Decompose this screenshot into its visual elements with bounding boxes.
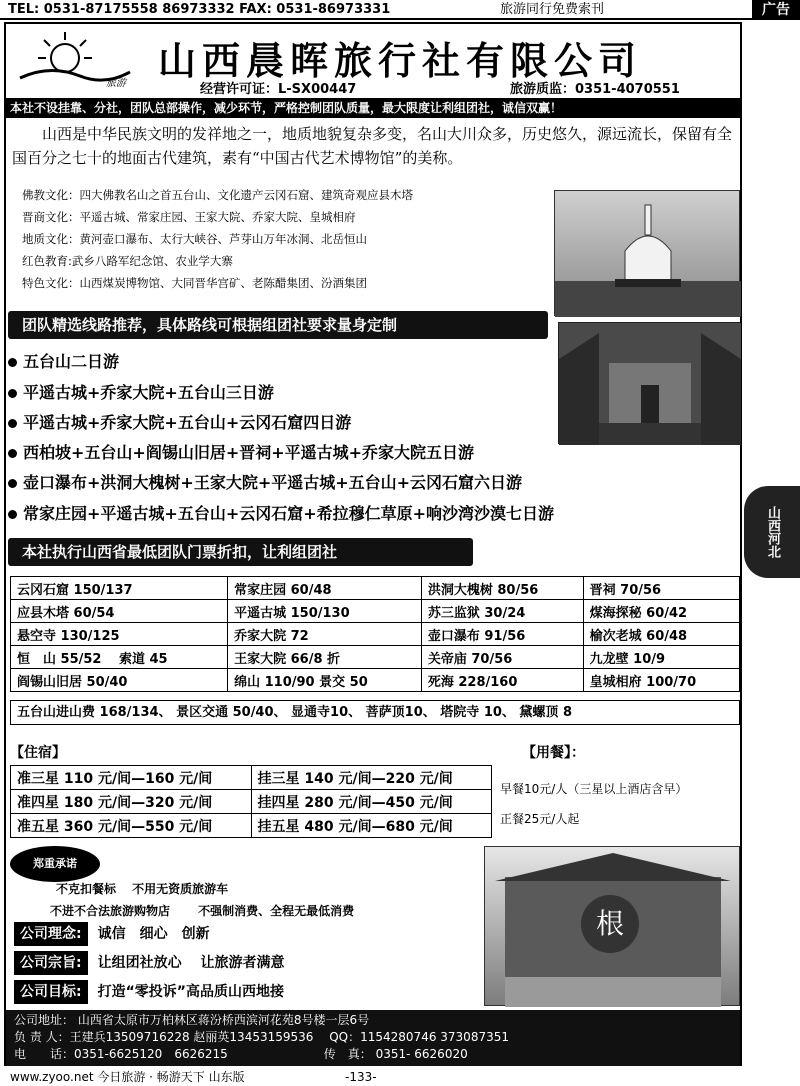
table-row bbox=[11, 814, 492, 838]
culture-item: 特色文化：山西煤炭博物馆、大同晋华宫矿、老陈醋集团、汾酒集团 bbox=[22, 276, 367, 290]
footer-contact bbox=[6, 1010, 740, 1066]
promise-line: 不克扣餐标 不用无资质旅游车 bbox=[56, 882, 229, 896]
route-label: 常家庄园+平遥古城+五台山+云冈石窟+希拉穆仁草原+响沙湾沙漠七日游 bbox=[23, 504, 555, 523]
company-address: 公司地址： 山西省太原市万柏林区蒋汾桥西滨河花苑8号楼一层6号 bbox=[14, 1013, 370, 1027]
ticket-cell: 苏三监狱 30/24 bbox=[421, 600, 583, 623]
route-label: 西柏坡+五台山+阎锡山旧居+晋祠+平遥古城+乔家大院五日游 bbox=[23, 443, 475, 462]
ticket-cell: 煤海探秘 60/42 bbox=[583, 600, 739, 623]
table-row bbox=[11, 600, 740, 623]
table-row bbox=[11, 646, 740, 669]
route-label: 壶口瀑布+洪洞大槐树+王家大院+平遥古城+五台山+云冈石窟六日游 bbox=[23, 473, 523, 492]
person-in-charge: 负 责 人：王建兵13509716228 赵丽英13453159536 QQ：1154280746 373087351 bbox=[14, 1030, 509, 1044]
motto-row bbox=[14, 980, 484, 1004]
ticket-cell: 关帝庙 70/56 bbox=[421, 646, 583, 669]
culture-list bbox=[22, 184, 552, 294]
table-row bbox=[11, 577, 740, 600]
ticket-cell: 壶口瀑布 91/56 bbox=[421, 623, 583, 646]
top-contact-bar bbox=[0, 0, 800, 20]
table-row bbox=[11, 766, 492, 790]
quality-hotline: 旅游质监：0351-4070551 bbox=[510, 82, 680, 97]
ticket-cell: 悬空寺 130/125 bbox=[11, 623, 228, 646]
motto-value: 诚信 细心 创新 bbox=[97, 926, 210, 942]
lodging-cell: 挂五星 480 元/间—680 元/间 bbox=[251, 814, 492, 838]
motto-key: 公司理念: bbox=[14, 922, 88, 946]
lodging-table bbox=[10, 765, 492, 838]
ticket-cell: 皇城相府 100/70 bbox=[583, 669, 739, 692]
promise-line: 不进不合法旅游购物店 不强制消费、全程无最低消费 bbox=[50, 904, 355, 918]
table-row bbox=[11, 790, 492, 814]
table-row bbox=[11, 623, 740, 646]
region-tab[interactable]: 山西河北 bbox=[744, 486, 800, 578]
page-number: -133- bbox=[345, 1070, 377, 1084]
company-logo bbox=[10, 28, 150, 96]
routes-heading: 团队精选线路推荐，具体路线可根据组团社要求量身定制 bbox=[8, 311, 548, 339]
ad-label: 广告 bbox=[752, 0, 800, 20]
meal-price: 正餐25元/人起 bbox=[500, 812, 580, 826]
route-label: 五台山二日游 bbox=[23, 352, 120, 371]
gate-photo bbox=[484, 846, 740, 1006]
ticket-cell: 平遥古城 150/130 bbox=[228, 600, 422, 623]
route-item bbox=[8, 470, 728, 493]
route-item bbox=[8, 410, 728, 433]
pagoda-photo bbox=[554, 190, 740, 316]
phone-fax bbox=[14, 1046, 732, 1063]
motto-row bbox=[14, 922, 484, 946]
logo-text: 旅游 bbox=[106, 78, 126, 89]
free-request-text: 旅游同行免费索刊 bbox=[500, 2, 605, 17]
ticket-cell: 榆次老城 60/48 bbox=[583, 623, 739, 646]
bullet-icon bbox=[8, 358, 17, 367]
bullet-icon bbox=[8, 510, 17, 519]
route-item bbox=[8, 501, 728, 524]
license-number: 经营许可证：L-SX00447 bbox=[200, 82, 357, 97]
lodging-cell: 准五星 360 元/间—550 元/间 bbox=[11, 814, 252, 838]
motto-key: 公司宗旨: bbox=[14, 951, 88, 975]
shanxi-intro: 山西是中华民族文明的发祥地之一，地质地貌复杂多变，名山大川众多，历史悠久，源远流长，保留有全国百分之七十的地面古代建筑，素有“中国古代艺术博物馆”的美称。 bbox=[12, 125, 733, 167]
motto-value: 打造“零投诉”高品质山西地接 bbox=[97, 984, 285, 1000]
motto-key: 公司目标: bbox=[14, 980, 88, 1004]
route-item bbox=[8, 349, 728, 372]
site-link[interactable]: www.zyoo.net 今日旅游 · 畅游天下 山东版 bbox=[10, 1070, 245, 1084]
table-row bbox=[11, 669, 740, 692]
motto-row bbox=[14, 951, 484, 975]
ticket-cell: 晋祠 70/56 bbox=[583, 577, 739, 600]
ticket-cell: 云冈石窟 150/137 bbox=[11, 577, 228, 600]
fax: 传 真： 0351- 6626020 bbox=[323, 1047, 468, 1061]
ticket-cell: 阎锡山旧居 50/40 bbox=[11, 669, 228, 692]
wutai-ticket-row: 五台山进山费 168/134、 景区交通 50/40、 显通寺10、 菩萨顶10、 塔院寺 10、 黛螺顶 8 bbox=[10, 700, 740, 725]
ticket-cell: 洪洞大槐树 80/56 bbox=[421, 577, 583, 600]
route-label: 平遥古城+乔家大院+五台山三日游 bbox=[23, 383, 274, 402]
ticket-cell: 绵山 110/90 景交 50 bbox=[228, 669, 422, 692]
ticket-cell: 王家大院 66/8 折 bbox=[228, 646, 422, 669]
phone: 电 话：0351-6625120 6626215 bbox=[14, 1047, 228, 1061]
meals-title: 【用餐】： bbox=[522, 745, 585, 761]
promise-block bbox=[10, 846, 480, 926]
ticket-cell: 乔家大院 72 bbox=[228, 623, 422, 646]
ticket-cell: 死海 228/160 bbox=[421, 669, 583, 692]
company-name: 山西晨晖旅行社有限公司 bbox=[158, 38, 643, 83]
culture-item: 红色教育:武乡八路军纪念馆、农业学大寨 bbox=[22, 254, 233, 268]
lodging-cell: 挂四星 280 元/间—450 元/间 bbox=[251, 790, 492, 814]
lodging-cell: 准四星 180 元/间—320 元/间 bbox=[11, 790, 252, 814]
route-label: 平遥古城+乔家大院+五台山+云冈石窟四日游 bbox=[23, 413, 352, 432]
bullet-icon bbox=[8, 449, 17, 458]
bullet-icon bbox=[8, 389, 17, 398]
route-item bbox=[8, 440, 728, 463]
motto-value: 让组团社放心 让旅游者满意 bbox=[97, 955, 285, 971]
ticket-price-table bbox=[10, 576, 740, 692]
promise-badge: 郑重承诺 bbox=[10, 846, 100, 882]
gate-plaque: 根 bbox=[581, 895, 639, 953]
lodging-title: 【住宿】 bbox=[10, 745, 66, 761]
ticket-cell: 九龙壁 10/9 bbox=[583, 646, 739, 669]
lodging-cell: 挂三星 140 元/间—220 元/间 bbox=[251, 766, 492, 790]
bullet-icon bbox=[8, 479, 17, 488]
lodging-cell: 准三星 110 元/间—160 元/间 bbox=[11, 766, 252, 790]
culture-item: 佛教文化：四大佛教名山之首五台山、文化遗产云冈石窟、建筑奇观应县木塔 bbox=[22, 188, 413, 202]
contact-numbers: TEL: 0531-87175558 86973332 FAX: 0531-86973331 bbox=[8, 2, 391, 17]
bullet-icon bbox=[8, 419, 17, 428]
culture-item: 地质文化：黄河壶口瀑布、太行大峡谷、芦芽山万年冰洞、北岳恒山 bbox=[22, 232, 367, 246]
culture-item: 晋商文化：平遥古城、常家庄园、王家大院、乔家大院、皇城相府 bbox=[22, 210, 356, 224]
ticket-cell: 应县木塔 60/54 bbox=[11, 600, 228, 623]
ticket-cell: 常家庄园 60/48 bbox=[228, 577, 422, 600]
page-footer bbox=[0, 1068, 800, 1086]
policy-banner: 本社不设挂靠、分社，团队总部操作，减少环节，严格控制团队质量，最大限度让利组团社，诚信双赢！ bbox=[6, 98, 740, 118]
tickets-heading: 本社执行山西省最低团队门票折扣，让利组团社 bbox=[8, 538, 473, 566]
route-item bbox=[8, 380, 728, 403]
ticket-cell: 恒 山 55/52 索道 45 bbox=[11, 646, 228, 669]
breakfast-price: 早餐10元/人（三星以上酒店含早） bbox=[500, 782, 688, 796]
